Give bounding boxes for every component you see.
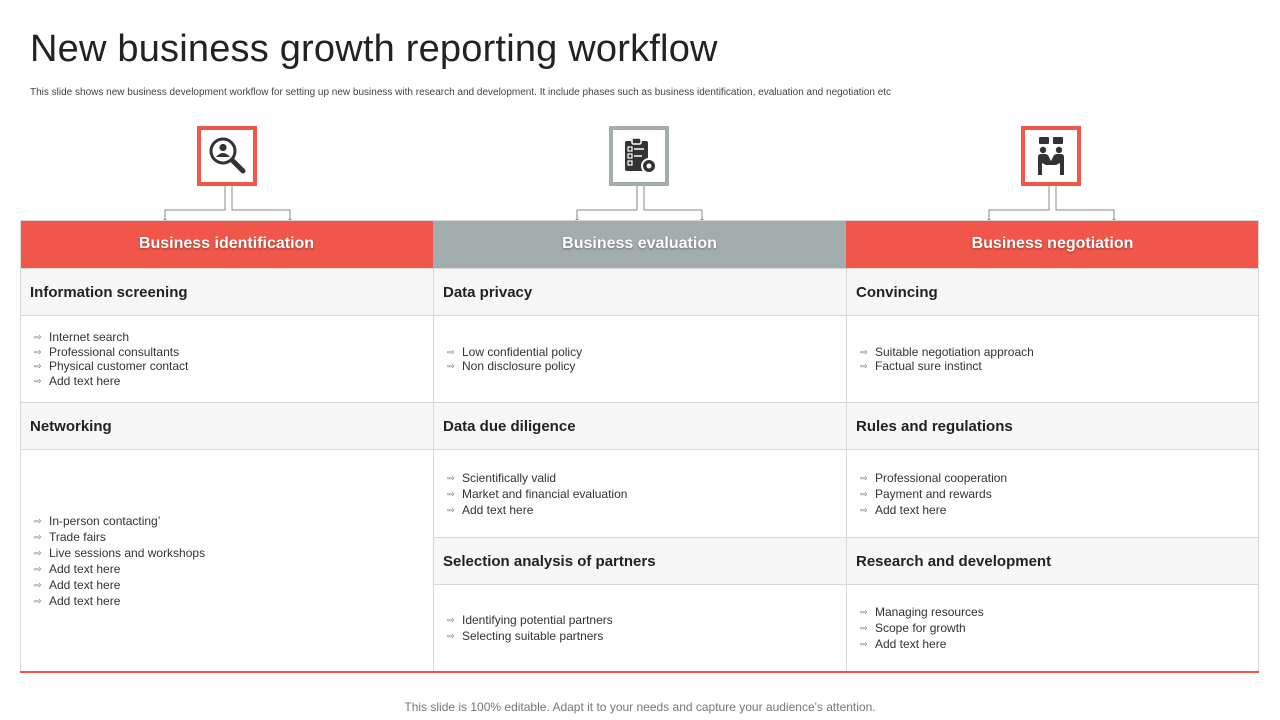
section-body [846, 450, 1259, 537]
arrow-icon: ⇨ [34, 375, 42, 386]
arrow-icon: ⇨ [860, 504, 868, 515]
list-item: ⇨ Internet search [34, 330, 130, 344]
section-heading: Data privacy [433, 268, 846, 316]
section-heading: Research and development [846, 537, 1259, 585]
arrow-icon: ⇨ [860, 488, 868, 499]
list-item: ⇨ In-person contacting’ [34, 513, 161, 528]
list-item: ⇨ Add text here [860, 637, 947, 651]
column-header: Business negotiation [846, 220, 1259, 268]
list-item: ⇨ Market and financial evaluation [447, 486, 628, 501]
section-heading: Networking [20, 402, 433, 450]
arrow-icon: ⇨ [860, 607, 868, 617]
footer-note: This slide is 100% editable. Adapt it to your needs and capture your audience's attention. [404, 700, 876, 714]
section-heading: Selection analysis of partners [433, 537, 846, 585]
page-title: New business growth reporting workflow [30, 28, 718, 70]
arrow-icon: ⇨ [447, 504, 455, 515]
arrow-icon: ⇨ [860, 472, 868, 483]
arrow-icon: ⇨ [447, 472, 455, 483]
arrow-icon: ⇨ [860, 639, 868, 649]
list-item: ⇨ Add text here [34, 373, 121, 388]
section-body [20, 316, 433, 402]
list-item: ⇨ Non disclosure policy [447, 359, 576, 373]
section-heading: Convincing [846, 268, 1259, 316]
arrow-icon: ⇨ [34, 361, 42, 371]
column-divider [846, 268, 847, 671]
arrow-icon: ⇨ [860, 346, 868, 357]
arrow-icon: ⇨ [34, 515, 42, 526]
section-heading: Information screening [20, 268, 433, 316]
section-body [433, 585, 846, 671]
arrow-icon: ⇨ [447, 615, 455, 625]
list-item: ⇨ Add text here [34, 561, 121, 576]
list-item: ⇨ Add text here [860, 502, 947, 517]
arrow-icon: ⇨ [34, 332, 42, 342]
arrow-icon: ⇨ [34, 563, 42, 574]
list-item: ⇨ Identifying potential partners [447, 613, 613, 627]
arrow-icon: ⇨ [34, 547, 42, 558]
section-body [846, 585, 1259, 671]
section-body [433, 450, 846, 537]
arrow-icon: ⇨ [34, 346, 42, 357]
column-header: Business identification [20, 220, 433, 268]
list-item: ⇨ Add text here [447, 502, 534, 517]
arrow-icon: ⇨ [447, 631, 455, 641]
list-item: ⇨ Professional cooperation [860, 470, 1008, 485]
arrow-icon: ⇨ [34, 579, 42, 590]
column-header: Business evaluation [433, 220, 846, 268]
list-item: ⇨ Payment and rewards [860, 486, 992, 501]
icon-connectors [0, 0, 1280, 225]
section-body [433, 316, 846, 402]
list-item: ⇨ Managing resources [860, 605, 984, 619]
arrow-icon: ⇨ [447, 346, 455, 357]
arrow-icon: ⇨ [34, 531, 42, 542]
list-item: ⇨ Add text here [34, 593, 121, 608]
list-item: ⇨ Low confidential policy [447, 344, 583, 359]
section-body [20, 450, 433, 671]
arrow-icon: ⇨ [34, 595, 42, 606]
arrow-icon: ⇨ [447, 361, 455, 371]
list-item: ⇨ Physical customer contact [34, 359, 189, 373]
list-item: ⇨ Add text here [34, 577, 121, 592]
arrow-icon: ⇨ [860, 623, 868, 633]
list-item: ⇨ Live sessions and workshops [34, 545, 206, 560]
list-item: ⇨ Selecting suitable partners [447, 629, 604, 643]
arrow-icon: ⇨ [447, 488, 455, 499]
list-item: ⇨ Trade fairs [34, 529, 106, 544]
section-heading: Rules and regulations [846, 402, 1259, 450]
section-heading: Data due diligence [433, 402, 846, 450]
table-bottom-accent [20, 671, 1259, 673]
list-item: ⇨ Suitable negotiation approach [860, 344, 1034, 359]
list-item: ⇨ Professional consultants [34, 344, 180, 359]
section-body [846, 316, 1259, 402]
column-divider [433, 268, 434, 671]
list-item: ⇨ Scientifically valid [447, 470, 557, 485]
list-item: ⇨ Scope for growth [860, 621, 966, 635]
list-item: ⇨ Factual sure instinct [860, 359, 982, 373]
arrow-icon: ⇨ [860, 361, 868, 371]
page-subtitle: This slide shows new business development workflow for setting up new business with research and development. It include phases such as business identification, evaluation and negotiation etc [30, 87, 892, 98]
